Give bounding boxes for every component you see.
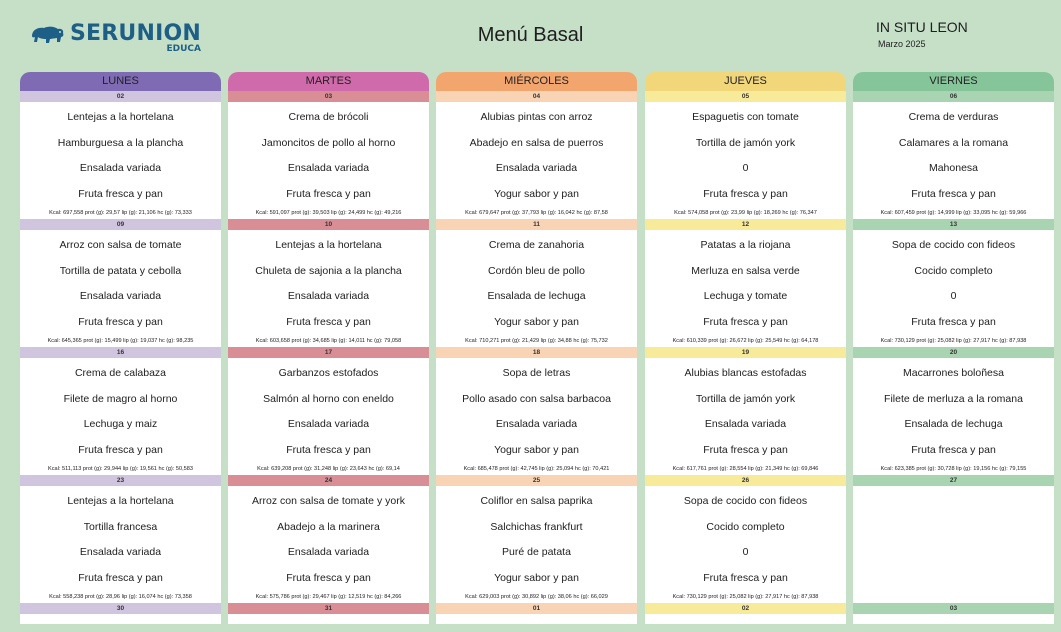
dish-item: Fruta fresca y pan [286, 316, 371, 328]
nutrition-info: Kcal: 639,208 prot (g): 31,248 lip (g): 23,643 hc (g): 69,14 [257, 466, 400, 472]
menu-box [645, 102, 846, 219]
week-cell [228, 475, 429, 603]
nutrition-info: Kcal: 558,238 prot (g): 28,96 lip (g): 16,074 hc (g): 73,358 [49, 594, 192, 600]
date-band: 06 [853, 91, 1054, 102]
menu-box [228, 486, 429, 603]
brand-name: SERUNION [70, 21, 201, 46]
menu-box [20, 230, 221, 347]
location-label: IN SITU LEON [876, 19, 968, 35]
date-band: 27 [853, 475, 1054, 486]
dish-item: Abadejo a la marinera [277, 521, 380, 533]
nutrition-info: Kcal: 730,129 prot (g): 25,082 lip (g): 27,917 hc (g): 87,938 [880, 338, 1027, 344]
dish-item: Crema de verduras [908, 111, 999, 123]
week-cell [20, 347, 221, 475]
dish-item: Ensalada variada [704, 418, 787, 430]
week-cell [436, 475, 637, 603]
nutrition-info: Kcal: 575,786 prot (g): 29,467 lip (g): 12,519 hc (g): 84,266 [255, 594, 402, 600]
day-column [645, 72, 846, 632]
date-band: 01 [436, 603, 637, 614]
menu-box [228, 102, 429, 219]
dish-item: Ensalada variada [287, 418, 370, 430]
dish-item: Ensalada variada [79, 546, 162, 558]
week-cell [853, 347, 1054, 475]
nutrition-info: Kcal: 610,339 prot (g): 26,672 lip (g): 25,549 hc (g): 64,178 [672, 338, 819, 344]
dish-item: Yogur sabor y pan [494, 572, 579, 584]
week-cell [853, 91, 1054, 219]
dish-item: Hamburguesa a la plancha [57, 137, 184, 149]
date-band: 17 [228, 347, 429, 358]
nutrition-info: Kcal: 607,459 prot (g): 14,999 lip (g): 33,095 hc (g): 59,966 [880, 210, 1027, 216]
dish-item: Calamares a la romana [898, 137, 1009, 149]
dish-item: Lentejas a la hortelana [67, 111, 174, 123]
menu-box [20, 358, 221, 475]
dish-item: Fruta fresca y pan [286, 444, 371, 456]
page-title: Menú Basal [477, 24, 584, 46]
day-header: MARTES [228, 72, 429, 91]
week-cell [853, 475, 1054, 603]
date-band: 10 [228, 219, 429, 230]
nutrition-info: Kcal: 710,271 prot (g): 21,429 lip (g): 34,88 hc (g): 75,732 [465, 338, 608, 344]
dish-item: Ensalada de lechuga [904, 418, 1003, 430]
dish-item: Ensalada variada [79, 290, 162, 302]
menu-box [436, 486, 637, 603]
menu-box [645, 614, 846, 624]
dish-item: Yogur sabor y pan [494, 316, 579, 328]
day-header: MIÉRCOLES [436, 72, 637, 91]
dish-item: Alubias blancas estofadas [684, 367, 807, 379]
dish-item: Fruta fresca y pan [78, 316, 163, 328]
menu-box [645, 486, 846, 603]
dish-item: Cordón bleu de pollo [488, 265, 585, 277]
dish-item: Fruta fresca y pan [78, 188, 163, 200]
menu-box [436, 358, 637, 475]
menu-box [645, 230, 846, 347]
nutrition-info: Kcal: 511,113 prot (g): 29,944 lip (g): 19,561 hc (g): 50,583 [47, 466, 193, 472]
nutrition-info: Kcal: 623,385 prot (g): 30,728 lip (g): 19,156 hc (g): 79,155 [880, 466, 1027, 472]
date-band: 11 [436, 219, 637, 230]
dish-item: Cocido completo [706, 521, 785, 533]
dish-item: Crema de calabaza [74, 367, 167, 379]
week-cell [228, 91, 429, 219]
dish-item: Salmón al horno con eneldo [263, 393, 394, 405]
menu-page [6, 4, 1055, 630]
dish-item: Coliflor en salsa paprika [480, 495, 593, 507]
date-band: 03 [853, 603, 1054, 614]
dish-item: Cocido completo [914, 265, 993, 277]
date-band: 12 [645, 219, 846, 230]
day-column [20, 72, 221, 632]
menu-box [853, 486, 1054, 603]
menu-box [853, 358, 1054, 475]
dish-item: 0 [742, 162, 749, 174]
date-band: 04 [436, 91, 637, 102]
dish-item: Lechuga y maiz [83, 418, 158, 430]
date-band: 20 [853, 347, 1054, 358]
menu-box [436, 102, 637, 219]
menu-box [228, 614, 429, 624]
date-band: 16 [20, 347, 221, 358]
day-column [436, 72, 637, 632]
menu-box [853, 614, 1054, 624]
dish-item: Ensalada de lechuga [487, 290, 586, 302]
dish-item: Lentejas a la hortelana [67, 495, 174, 507]
nutrition-info: Kcal: 629,003 prot (g): 30,892 lip (g): 38,06 hc (g): 66,029 [465, 594, 608, 600]
dish-item: Fruta fresca y pan [286, 572, 371, 584]
dish-item: Macarrones boloñesa [903, 367, 1004, 379]
week-cell [436, 91, 637, 219]
dish-item: Arroz con salsa de tomate [59, 239, 182, 251]
dish-item: Espaguetis con tomate [692, 111, 799, 123]
dish-item: Crema de brócoli [288, 111, 369, 123]
date-band: 02 [20, 91, 221, 102]
week-cell [645, 347, 846, 475]
nutrition-info: Kcal: 591,097 prot (g): 39,503 lip (g): 24,499 hc (g): 49,216 [255, 210, 402, 216]
date-band: 31 [228, 603, 429, 614]
dish-item: Alubias pintas con arroz [480, 111, 593, 123]
menu-box [853, 230, 1054, 347]
dish-item: 0 [742, 546, 749, 558]
week-cell [436, 219, 637, 347]
dish-item: Ensalada variada [287, 546, 370, 558]
dish-item: Ensalada variada [495, 162, 578, 174]
nutrition-info: Kcal: 730,129 prot (g): 25,082 lip (g): 27,917 hc (g): 87,938 [672, 594, 819, 600]
date-band: 03 [228, 91, 429, 102]
date-band: 19 [645, 347, 846, 358]
nutrition-info: Kcal: 645,365 prot (g): 15,499 lip (g): 19,037 hc (g): 98,235 [47, 338, 194, 344]
dish-item: Mahonesa [928, 162, 979, 174]
date-band: 18 [436, 347, 637, 358]
nutrition-info: Kcal: 603,658 prot (g): 34,685 lip (g): 14,011 hc (g): 79,058 [255, 338, 402, 344]
dish-item: Merluza en salsa verde [691, 265, 800, 277]
dish-item: 0 [950, 290, 957, 302]
dish-item: Pollo asado con salsa barbacoa [462, 393, 611, 405]
nutrition-info: Kcal: 685,478 prot (g): 42,745 lip (g): 25,094 hc (g): 70,421 [463, 466, 610, 472]
week-cell [645, 91, 846, 219]
date-band: 23 [20, 475, 221, 486]
dish-item: Fruta fresca y pan [286, 188, 371, 200]
menu-box [645, 358, 846, 475]
week-cell [20, 219, 221, 347]
dish-item: Fruta fresca y pan [911, 188, 996, 200]
menu-box [228, 230, 429, 347]
dish-item: Tortilla de jamón york [695, 393, 796, 405]
week-cell [20, 475, 221, 603]
dish-item: Puré de patata [502, 546, 571, 558]
date-band: 24 [228, 475, 429, 486]
dish-item: Arroz con salsa de tomate y york [252, 495, 405, 507]
menu-box [228, 358, 429, 475]
date-band: 30 [20, 603, 221, 614]
week-cell [645, 219, 846, 347]
dish-item: Salchichas frankfurt [490, 521, 583, 533]
dish-item: Lentejas a la hortelana [275, 239, 382, 251]
dish-item: Abadejo en salsa de puerros [469, 137, 604, 149]
nutrition-info: Kcal: 679,647 prot (g): 37,793 lip (g): 16,042 hc (g): 87,58 [465, 210, 608, 216]
nutrition-info: Kcal: 574,058 prot (g): 23,99 lip (g): 18,269 hc (g): 76,347 [674, 210, 817, 216]
dish-item: Filete de magro al horno [63, 393, 178, 405]
dish-item: Fruta fresca y pan [911, 316, 996, 328]
dish-item: Fruta fresca y pan [78, 444, 163, 456]
dish-item: Fruta fresca y pan [703, 444, 788, 456]
nutrition-info: Kcal: 697,558 prot (g): 29,57 lip (g): 21,106 hc (g): 73,333 [49, 210, 192, 216]
dish-item: Yogur sabor y pan [494, 444, 579, 456]
day-column [228, 72, 429, 632]
menu-box [853, 102, 1054, 219]
week-cell [645, 475, 846, 603]
dish-item: Tortilla de jamón york [695, 137, 796, 149]
dish-item: Fruta fresca y pan [703, 188, 788, 200]
brand-sub: EDUCA [166, 44, 201, 54]
dish-item: Patatas a la riojana [700, 239, 791, 251]
day-header: VIERNES [853, 72, 1054, 91]
dish-item: Lechuga y tomate [703, 290, 788, 302]
date-band: 09 [20, 219, 221, 230]
header [6, 4, 1055, 70]
dish-item: Fruta fresca y pan [78, 572, 163, 584]
dish-item: Ensalada variada [79, 162, 162, 174]
dish-item: Tortilla francesa [83, 521, 158, 533]
week-cell [228, 219, 429, 347]
dish-item: Sopa de letras [502, 367, 571, 379]
week-cell [20, 91, 221, 219]
date-label: Marzo 2025 [878, 39, 926, 49]
week-cell [228, 347, 429, 475]
menu-box [436, 614, 637, 624]
dish-item: Fruta fresca y pan [703, 316, 788, 328]
dish-item: Jamoncitos de pollo al horno [261, 137, 396, 149]
date-band: 05 [645, 91, 846, 102]
menu-box [20, 486, 221, 603]
menu-box [20, 102, 221, 219]
nutrition-info: Kcal: 617,761 prot (g): 28,554 lip (g): 21,349 hc (g): 69,846 [672, 466, 819, 472]
date-band: 02 [645, 603, 846, 614]
dish-item: Filete de merluza a la romana [884, 393, 1023, 405]
day-header: LUNES [20, 72, 221, 91]
week-cell [436, 347, 637, 475]
dish-item: Sopa de cocido con fideos [891, 239, 1016, 251]
day-column [853, 72, 1054, 632]
week-cell [853, 219, 1054, 347]
menu-box [436, 230, 637, 347]
dish-item: Ensalada variada [287, 290, 370, 302]
dish-item: Fruta fresca y pan [911, 444, 996, 456]
dish-item: Crema de zanahoria [488, 239, 585, 251]
menu-box [20, 614, 221, 624]
dish-item: Fruta fresca y pan [703, 572, 788, 584]
date-band: 25 [436, 475, 637, 486]
dish-item: Ensalada variada [495, 418, 578, 430]
dish-item: Sopa de cocido con fideos [683, 495, 808, 507]
day-header: JUEVES [645, 72, 846, 91]
dish-item: Yogur sabor y pan [494, 188, 579, 200]
date-band: 13 [853, 219, 1054, 230]
date-band: 26 [645, 475, 846, 486]
dish-item: Tortilla de patata y cebolla [59, 265, 182, 277]
dish-item: Garbanzos estofados [278, 367, 379, 379]
dish-item: Ensalada variada [287, 162, 370, 174]
dish-item: Chuleta de sajonia a la plancha [255, 265, 402, 277]
